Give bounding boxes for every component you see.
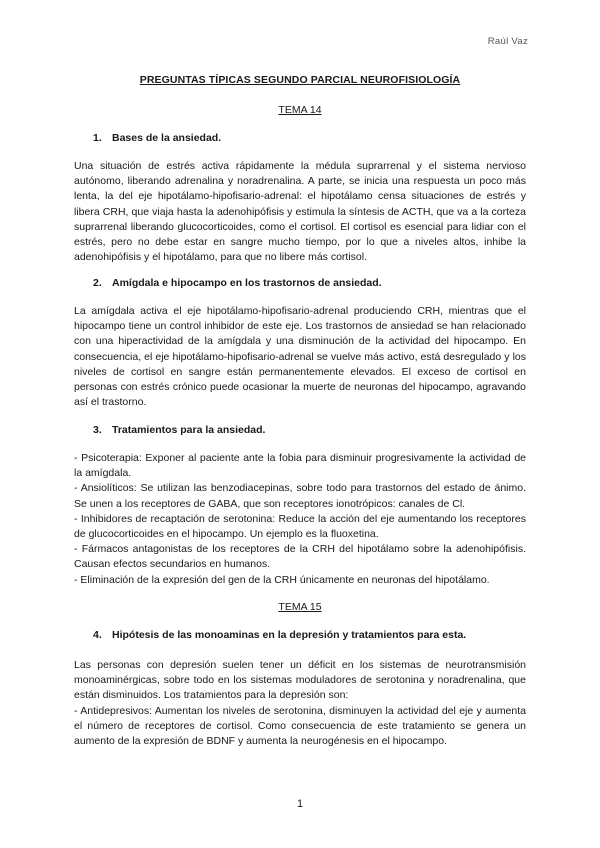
section-3-heading: [93, 424, 265, 436]
section-number: 2.: [93, 277, 102, 289]
section-title: Amígdala e hipocampo en los trastornos de ansiedad.: [112, 277, 382, 289]
document-title: PREGUNTAS TÍPICAS SEGUNDO PARCIAL NEUROFISIOLOGÍA: [139, 74, 461, 86]
section-3-list: [74, 451, 526, 588]
section-title: Hipótesis de las monoaminas en la depresión y tratamientos para esta.: [112, 629, 467, 641]
section-title: Tratamientos para la ansiedad.: [112, 424, 266, 436]
list-item: - Antidepresivos: Aumentan los niveles de serotonina, disminuyen la actividad del eje y aumenta el número de receptores de cortisol. Como consecuencia de este tratamiento se genera un aumento de la expresión de BDNF y aumenta la neurogénesis en el hipocampo.: [74, 704, 526, 748]
section-number: 1.: [93, 132, 102, 144]
section-4-heading: [93, 629, 466, 641]
section-title: Bases de la ansiedad.: [112, 132, 222, 144]
page-number: 1: [296, 798, 304, 810]
section-1-paragraph: Una situación de estrés activa rápidamente la médula suprarrenal y el sistema nervioso autónomo, liberando adrenalina y noradrenalina. A parte, se inicia una respuesta un poco más lenta, la del eje hipotálamo-hipofisario-adrenal: el hipotálamo censa situaciones de estrés y libera CRH, que viaja hasta la adenohipófisis y estimula la síntesis de ACTH, que va a la corteza suprarrenal liberando glucocorticoides, como el cortisol. El cortisol es esencial para lidiar con el estrés, pero no debe estar en sangre mucho tiempo, por lo que a niveles altos, inhibe la adenohipófisis y el hipotálamo, para que no libere más cortisol.: [74, 160, 526, 264]
section-2-heading: [93, 277, 382, 289]
section-number: 3.: [93, 424, 102, 436]
section-number: 4.: [93, 629, 102, 641]
section-1-heading: [93, 132, 221, 144]
author-name: Raúl Vaz: [487, 36, 528, 47]
tema-14-heading: TEMA 14: [278, 104, 322, 116]
section-4-body: [74, 658, 526, 749]
list-item: - Eliminación de la expresión del gen de la CRH únicamente en neuronas del hipotálamo.: [74, 573, 490, 586]
list-item: - Fármacos antagonistas de los receptores de la CRH del hipotálamo sobre la adenohipófisis. Causan efectos secundarios en humanos.: [74, 543, 526, 571]
section-2-paragraph: La amígdala activa el eje hipotálamo-hipofisario-adrenal produciendo CRH, mientras que el hipocampo tiene un control inhibidor de este eje. Los trastornos de ansiedad se han relacionado con una hiperactividad de la amígdala y una disminución de la actividad del hipocampo. En consecuencia, el eje hipotálamo-hipofisario-adrenal se vuelve más activo, está desregulado y los niveles de cortisol en sangre están permanentemente elevados. El exceso de cortisol en personas con estrés crónico puede ocasionar la muerte de neuronas del hipocampo, agravando así el trastorno.: [74, 305, 526, 409]
tema-15-heading: TEMA 15: [278, 601, 322, 613]
section-4-intro: Las personas con depresión suelen tener un déficit en los sistemas de neurotransmisión monoaminérgicas, sobre todo en los sistemas moduladores de serotonina y noradrenalina, que están disminuidos. Los tratamientos para la depresión son:: [74, 659, 526, 702]
list-item: - Ansiolíticos: Se utilizan las benzodiacepinas, sobre todo para trastornos del estado de ánimo. Se unen a los receptores de GABA, que son receptores ionotrópicos: canales de Cl.: [74, 482, 526, 510]
list-item: - Psicoterapia: Exponer al paciente ante la fobia para disminuir progresivamente la actividad de la amígdala.: [74, 452, 526, 480]
list-item: - Inhibidores de recaptación de serotonina: Reduce la acción del eje aumentando los receptores de glucocorticoides en el hipocampo. Un ejemplo es la fluoxetina.: [74, 512, 526, 541]
